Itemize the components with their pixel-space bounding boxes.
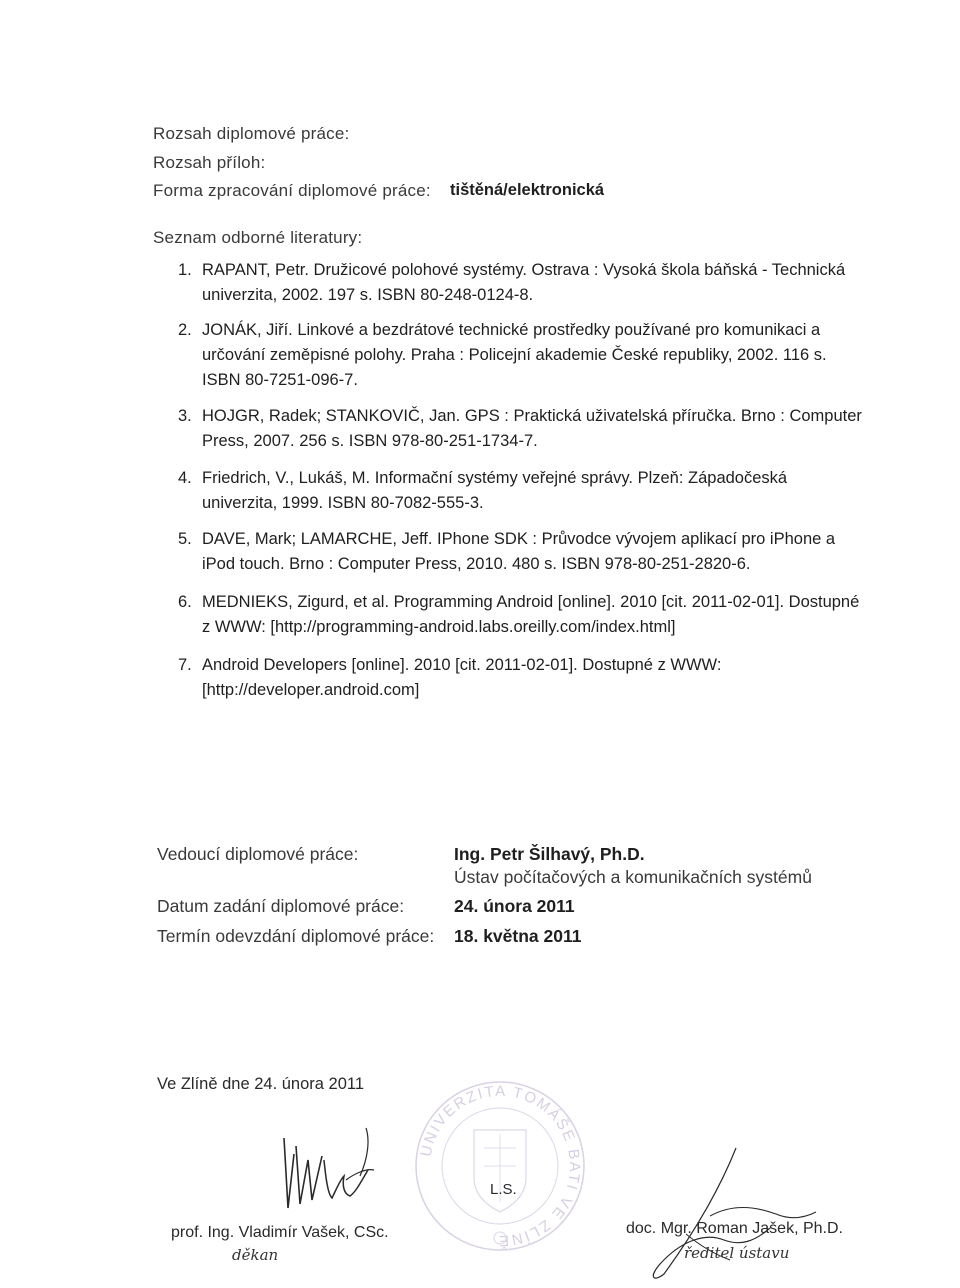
literature-item-number: 2. bbox=[178, 321, 192, 339]
form-value: tištěná/elektronická bbox=[450, 181, 605, 199]
form-label: Forma zpracování diplomové práce: bbox=[153, 181, 431, 200]
supervisor-name: Ing. Petr Šilhavý, Ph.D. bbox=[454, 844, 645, 864]
literature-item-text: Android Developers [online]. 2010 [cit. 2011-02-01]. Dostupné z WWW: [http://developer.android.com] bbox=[202, 656, 722, 699]
deadline-label: Termín odevzdání diplomové práce: bbox=[157, 926, 435, 946]
director-name: doc. Mgr. Roman Jašek, Ph.D. bbox=[626, 1220, 843, 1237]
literature-label: Seznam odborné literatury: bbox=[153, 228, 363, 247]
dean-role: děkan bbox=[232, 1246, 279, 1264]
literature-item-number: 1. bbox=[178, 261, 192, 279]
dean-signature bbox=[270, 1120, 390, 1220]
deadline-value: 18. května 2011 bbox=[454, 926, 582, 946]
literature-item bbox=[178, 318, 858, 393]
director-role: ředitel ústavu bbox=[684, 1244, 790, 1262]
director-signature bbox=[640, 1148, 820, 1284]
literature-item bbox=[178, 590, 858, 640]
literature-item-number: 4. bbox=[178, 469, 192, 487]
literature-item-text: MEDNIEKS, Zigurd, et al. Programming Android [online]. 2010 [cit. 2011-02-01]. Dostupné z WWW: [http://programming-android.labs.oreilly.com/index.html] bbox=[202, 593, 860, 636]
supervisor-department: Ústav počítačových a komunikačních systémů bbox=[454, 867, 812, 887]
literature-item-number: 5. bbox=[178, 530, 192, 548]
seal-text: UNIVERZITA TOMÁŠE BATI VE ZLÍNĚ bbox=[417, 1082, 584, 1250]
supervisor-label: Vedoucí diplomové práce: bbox=[157, 844, 359, 864]
literature-item-number: 6. bbox=[178, 593, 192, 611]
literature-item bbox=[178, 258, 858, 308]
literature-item bbox=[178, 653, 858, 703]
literature-item-text: HOJGR, Radek; STANKOVIČ, Jan. GPS : Praktická uživatelská příručka. Brno : Computer Press, 2007. 256 s. ISBN 978-80-251-1734-7. bbox=[202, 407, 862, 450]
assignment-date-value: 24. února 2011 bbox=[454, 896, 575, 916]
literature-item-text: RAPANT, Petr. Družicové polohové systémy. Ostrava : Vysoká škola báňská - Technická univerzita, 2002. 197 s. ISBN 80-248-0124-8. bbox=[202, 261, 846, 304]
literature-item-text: JONÁK, Jiří. Linkové a bezdrátové technické prostředky používané pro komunikaci a určování zeměpisné polohy. Praha : Policejní akademie České republiky, 2002. 116 s. ISBN 80-7251-096-7. bbox=[202, 321, 827, 389]
literature-item bbox=[178, 404, 862, 454]
literature-item bbox=[178, 527, 858, 577]
official-seal bbox=[412, 1078, 588, 1254]
assignment-date-label: Datum zadání diplomové práce: bbox=[157, 896, 405, 916]
literature-item-number: 3. bbox=[178, 407, 192, 425]
dean-name: prof. Ing. Vladimír Vašek, CSc. bbox=[171, 1224, 389, 1241]
place-date: Ve Zlíně dne 24. února 2011 bbox=[157, 1075, 365, 1093]
literature-item-text: Friedrich, V., Lukáš, M. Informační systémy veřejné správy. Plzeň: Západočeská univerzita, 1999. ISBN 80-7082-555-3. bbox=[202, 469, 788, 512]
literature-item-number: 7. bbox=[178, 656, 192, 674]
seal-label: L.S. bbox=[490, 1181, 517, 1198]
scope-label: Rozsah diplomové práce: bbox=[153, 124, 350, 143]
attachments-label: Rozsah příloh: bbox=[153, 153, 266, 172]
literature-item-text: DAVE, Mark; LAMARCHE, Jeff. IPhone SDK : Průvodce vývojem aplikací pro iPhone a iPod touch. Brno : Computer Press, 2010. 480 s. ISBN 978-80-251-2820-6. bbox=[202, 530, 836, 573]
literature-item bbox=[178, 466, 858, 516]
